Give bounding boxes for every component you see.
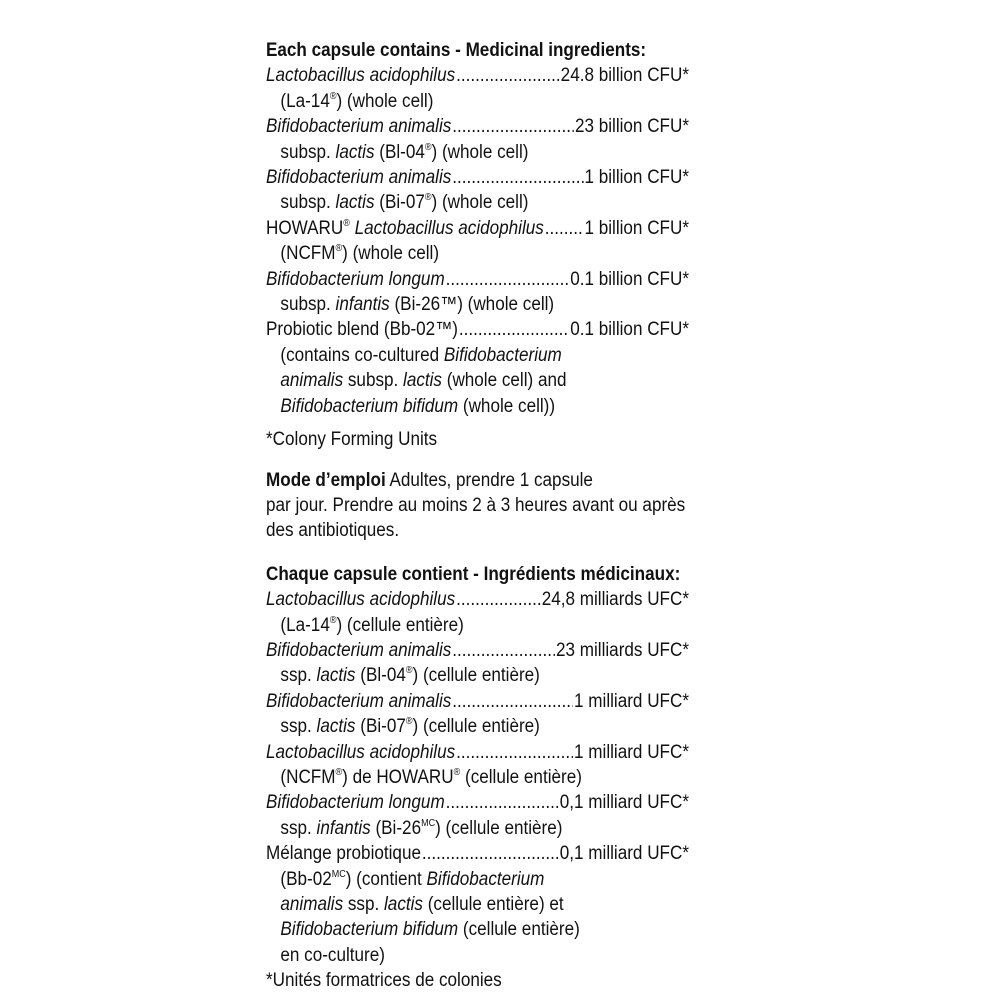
leader-dots bbox=[545, 216, 584, 241]
directions-paragraph: Mode d’emploi Adultes, prendre 1 capsule par jour. Prendre au moins 2 à 3 heures avant ou après des antibiotiques. bbox=[266, 469, 686, 542]
leader-dots bbox=[452, 689, 573, 714]
ingredient-detail: ssp. infantis $(Bi-26^{MC})$ (cellule entière) bbox=[280, 817, 563, 839]
directions-label: Mode d’emploi bbox=[266, 469, 386, 491]
ingredient-detail: $(Bb-02^{MC})$ (contient Bifidobacterium bbox=[280, 868, 545, 890]
leader-dots bbox=[452, 165, 583, 190]
ingredient-entry bbox=[266, 114, 689, 165]
ingredient-entry bbox=[266, 165, 689, 216]
ingredient-name: Bifidobacterium animalis bbox=[266, 167, 452, 189]
french-footnote: *Unités formatrices de colonies bbox=[266, 970, 502, 992]
leader-dots bbox=[452, 114, 574, 139]
ingredient-entry bbox=[266, 841, 689, 968]
ingredient-name: Bifidobacterium longum bbox=[266, 792, 445, 814]
ingredient-entry bbox=[266, 689, 689, 740]
french-heading: Chaque capsule contient - Ingrédients médicinaux: bbox=[266, 563, 681, 585]
ingredient-amount: 0.1 billion CFU* bbox=[570, 268, 689, 290]
english-footnote: *Colony Forming Units bbox=[266, 429, 438, 451]
ingredient-amount: 24,8 milliards UFC* bbox=[541, 589, 689, 611]
leader-dots bbox=[446, 790, 559, 815]
ingredient-name: Bifidobacterium animalis bbox=[266, 116, 452, 138]
ingredient-name: Lactobacillus acidophilus bbox=[266, 65, 456, 87]
ingredient-entry bbox=[266, 790, 689, 841]
ingredient-entry bbox=[266, 317, 689, 419]
ingredient-name: HOWARU® Lactobacillus acidophilus bbox=[266, 217, 544, 239]
ingredient-detail: ssp. lactis (Bi-07®) (cellule entière) bbox=[280, 716, 540, 738]
english-heading: Each capsule contains - Medicinal ingredients: bbox=[266, 40, 647, 61]
ingredient-name: Probiotic blend (Bb-02™) bbox=[266, 319, 458, 341]
ingredient-entry bbox=[266, 63, 689, 114]
ingredient-name: Mélange probiotique bbox=[266, 843, 421, 865]
ingredient-name: Bifidobacterium longum bbox=[266, 268, 445, 290]
leader-dots bbox=[446, 267, 570, 292]
ingredient-amount: 1 milliard UFC* bbox=[574, 741, 689, 763]
ingredient-detail: (La-14®) (whole cell) bbox=[280, 90, 434, 112]
ingredient-amount: 24.8 billion CFU* bbox=[560, 65, 689, 87]
leader-dots bbox=[456, 63, 560, 88]
ingredient-name: Bifidobacterium animalis bbox=[266, 690, 452, 712]
ingredient-detail: (La-14®) (cellule entière) bbox=[280, 614, 464, 636]
ingredient-detail: Bifidobacterium bifidum (cellule entière) bbox=[280, 919, 580, 941]
ingredient-entry bbox=[266, 216, 689, 267]
ingredient-detail: (NCFM®) de HOWARU® (cellule entière) bbox=[280, 766, 582, 788]
ingredient-amount: 0.1 billion CFU* bbox=[570, 319, 689, 341]
ingredient-detail: (contains co-cultured Bifidobacterium bbox=[280, 344, 562, 366]
leader-dots bbox=[456, 587, 541, 612]
ingredient-detail: en co-culture) bbox=[280, 944, 385, 966]
leader-dots bbox=[456, 740, 573, 765]
ingredient-entry bbox=[266, 740, 689, 791]
ingredient-entry bbox=[266, 267, 689, 318]
ingredient-detail: ssp. lactis (Bl-04®) (cellule entière) bbox=[280, 665, 540, 687]
leader-dots bbox=[422, 841, 559, 866]
ingredient-detail: subsp. infantis (Bi-26™) (whole cell) bbox=[280, 294, 555, 316]
supplement-label bbox=[266, 38, 689, 994]
ingredient-amount: 0,1 milliard UFC* bbox=[559, 792, 689, 814]
ingredient-detail: Bifidobacterium bifidum (whole cell)) bbox=[280, 395, 556, 417]
ingredient-amount: 0,1 milliard UFC* bbox=[559, 843, 689, 865]
ingredient-name: Bifidobacterium animalis bbox=[266, 639, 452, 661]
ingredient-detail: animalis subsp. lactis (whole cell) and bbox=[280, 370, 567, 392]
ingredient-entry bbox=[266, 587, 689, 638]
ingredient-amount: 1 billion CFU* bbox=[584, 167, 689, 189]
leader-dots bbox=[452, 638, 555, 663]
ingredient-detail: animalis ssp. lactis (cellule entière) et bbox=[280, 894, 564, 915]
ingredient-amount: 1 billion CFU* bbox=[584, 217, 689, 239]
ingredient-amount: 23 milliards UFC* bbox=[555, 639, 689, 661]
ingredient-name: Lactobacillus acidophilus bbox=[266, 741, 456, 763]
ingredient-detail: (NCFM®) (whole cell) bbox=[280, 243, 440, 265]
ingredient-detail: subsp. lactis (Bi-07®) (whole cell) bbox=[280, 192, 529, 214]
ingredient-entry bbox=[266, 638, 689, 689]
leader-dots bbox=[459, 317, 569, 342]
ingredient-amount: 1 milliard UFC* bbox=[574, 690, 689, 712]
ingredient-name: Lactobacillus acidophilus bbox=[266, 589, 456, 611]
ingredient-detail: subsp. lactis (Bl-04®) (whole cell) bbox=[280, 141, 529, 163]
ingredient-amount: 23 billion CFU* bbox=[574, 116, 689, 138]
